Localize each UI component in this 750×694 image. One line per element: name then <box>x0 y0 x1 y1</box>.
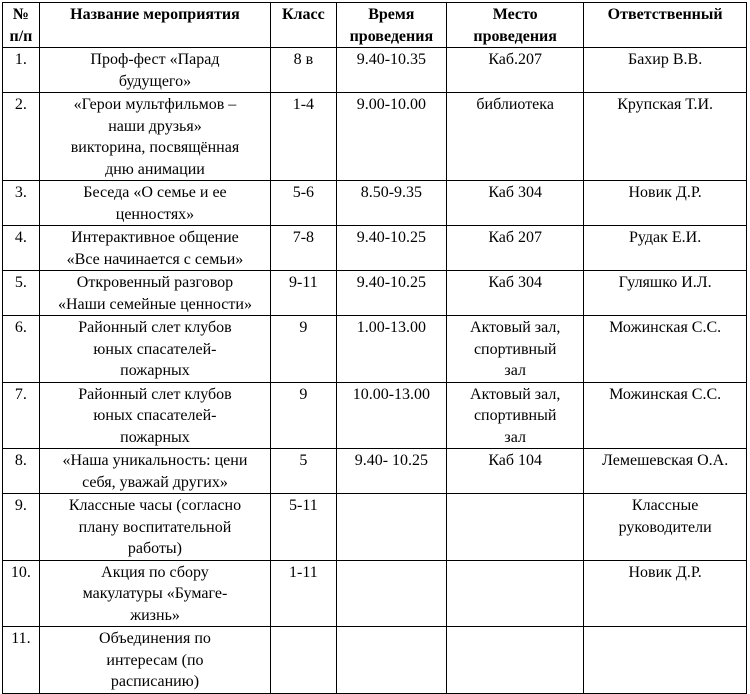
cell-event-name: Районный слет клубов юных спасателей- пожарных <box>39 382 270 449</box>
cell-responsible: Крупская Т.И. <box>584 93 747 181</box>
cell-class <box>271 627 336 694</box>
cell-responsible <box>584 627 747 694</box>
cell-place <box>447 494 584 561</box>
table-row <box>3 93 747 181</box>
cell-place: Каб 207 <box>447 226 584 271</box>
header-responsible: Ответственный <box>584 3 747 48</box>
cell-place: Каб 304 <box>447 181 584 226</box>
cell-time: 10.00-13.00 <box>336 382 447 449</box>
cell-responsible: Новик Д.Р. <box>584 181 747 226</box>
cell-event-name: Проф-фест «Парад будущего» <box>39 48 270 93</box>
cell-event-name: Откровенный разговор «Наши семейные ценности» <box>39 271 270 316</box>
cell-time: 8.50-9.35 <box>336 181 447 226</box>
cell-no: 5. <box>3 271 40 316</box>
cell-class: 7-8 <box>271 226 336 271</box>
cell-responsible: Можинская С.С. <box>584 316 747 383</box>
cell-no: 9. <box>3 494 40 561</box>
cell-class: 1-4 <box>271 93 336 181</box>
header-no: № п/п <box>3 3 40 48</box>
cell-responsible: Классные руководители <box>584 494 747 561</box>
cell-responsible: Рудак Е.И. <box>584 226 747 271</box>
cell-responsible: Можинская С.С. <box>584 382 747 449</box>
cell-class: 5-11 <box>271 494 336 561</box>
table-header-row <box>3 3 747 48</box>
cell-time: 9.40- 10.25 <box>336 449 447 494</box>
table-row <box>3 181 747 226</box>
cell-no: 1. <box>3 48 40 93</box>
header-name: Название мероприятия <box>39 3 270 48</box>
header-place: Место проведения <box>447 3 584 48</box>
table-row <box>3 627 747 694</box>
cell-class: 9 <box>271 316 336 383</box>
table-row <box>3 271 747 316</box>
cell-place <box>447 627 584 694</box>
cell-responsible: Новик Д.Р. <box>584 560 747 627</box>
cell-class: 9-11 <box>271 271 336 316</box>
cell-event-name: «Наша уникальность: цени себя, уважай других» <box>39 449 270 494</box>
cell-place: Каб 304 <box>447 271 584 316</box>
cell-no: 8. <box>3 449 40 494</box>
cell-time <box>336 560 447 627</box>
cell-class: 5-6 <box>271 181 336 226</box>
table-row <box>3 494 747 561</box>
cell-responsible: Лемешевская О.А. <box>584 449 747 494</box>
table-row <box>3 316 747 383</box>
cell-class: 9 <box>271 382 336 449</box>
cell-time: 1.00-13.00 <box>336 316 447 383</box>
header-time: Время проведения <box>336 3 447 48</box>
cell-event-name: Классные часы (согласно плану воспитательной работы) <box>39 494 270 561</box>
cell-event-name: Районный слет клубов юных спасателей- пожарных <box>39 316 270 383</box>
cell-event-name: Акция по сбору макулатуры «Бумаге- жизнь» <box>39 560 270 627</box>
events-table <box>2 2 747 694</box>
cell-place: Каб.207 <box>447 48 584 93</box>
cell-place: библиотека <box>447 93 584 181</box>
cell-class: 5 <box>271 449 336 494</box>
cell-no: 7. <box>3 382 40 449</box>
cell-no: 3. <box>3 181 40 226</box>
cell-no: 6. <box>3 316 40 383</box>
header-class: Класс <box>271 3 336 48</box>
cell-time: 9.40-10.35 <box>336 48 447 93</box>
cell-time: 9.40-10.25 <box>336 271 447 316</box>
cell-event-name: Интерактивное общение «Все начинается с семьи» <box>39 226 270 271</box>
cell-no: 2. <box>3 93 40 181</box>
cell-time: 9.00-10.00 <box>336 93 447 181</box>
cell-place: Актовый зал, спортивный зал <box>447 316 584 383</box>
cell-time <box>336 494 447 561</box>
cell-responsible: Гуляшко И.Л. <box>584 271 747 316</box>
cell-no: 10. <box>3 560 40 627</box>
cell-event-name: Беседа «О семье и ее ценностях» <box>39 181 270 226</box>
cell-time: 9.40-10.25 <box>336 226 447 271</box>
table-row <box>3 226 747 271</box>
table-row <box>3 382 747 449</box>
cell-no: 4. <box>3 226 40 271</box>
table-row <box>3 560 747 627</box>
cell-class: 1-11 <box>271 560 336 627</box>
table-row <box>3 449 747 494</box>
cell-place: Каб 104 <box>447 449 584 494</box>
cell-class: 8 в <box>271 48 336 93</box>
cell-place: Актовый зал, спортивный зал <box>447 382 584 449</box>
cell-time <box>336 627 447 694</box>
cell-no: 11. <box>3 627 40 694</box>
cell-event-name: Объединения по интересам (по расписанию) <box>39 627 270 694</box>
cell-place <box>447 560 584 627</box>
cell-event-name: «Герои мультфильмов – наши друзья» викторина, посвящённая дню анимации <box>39 93 270 181</box>
cell-responsible: Бахир В.В. <box>584 48 747 93</box>
table-row <box>3 48 747 93</box>
